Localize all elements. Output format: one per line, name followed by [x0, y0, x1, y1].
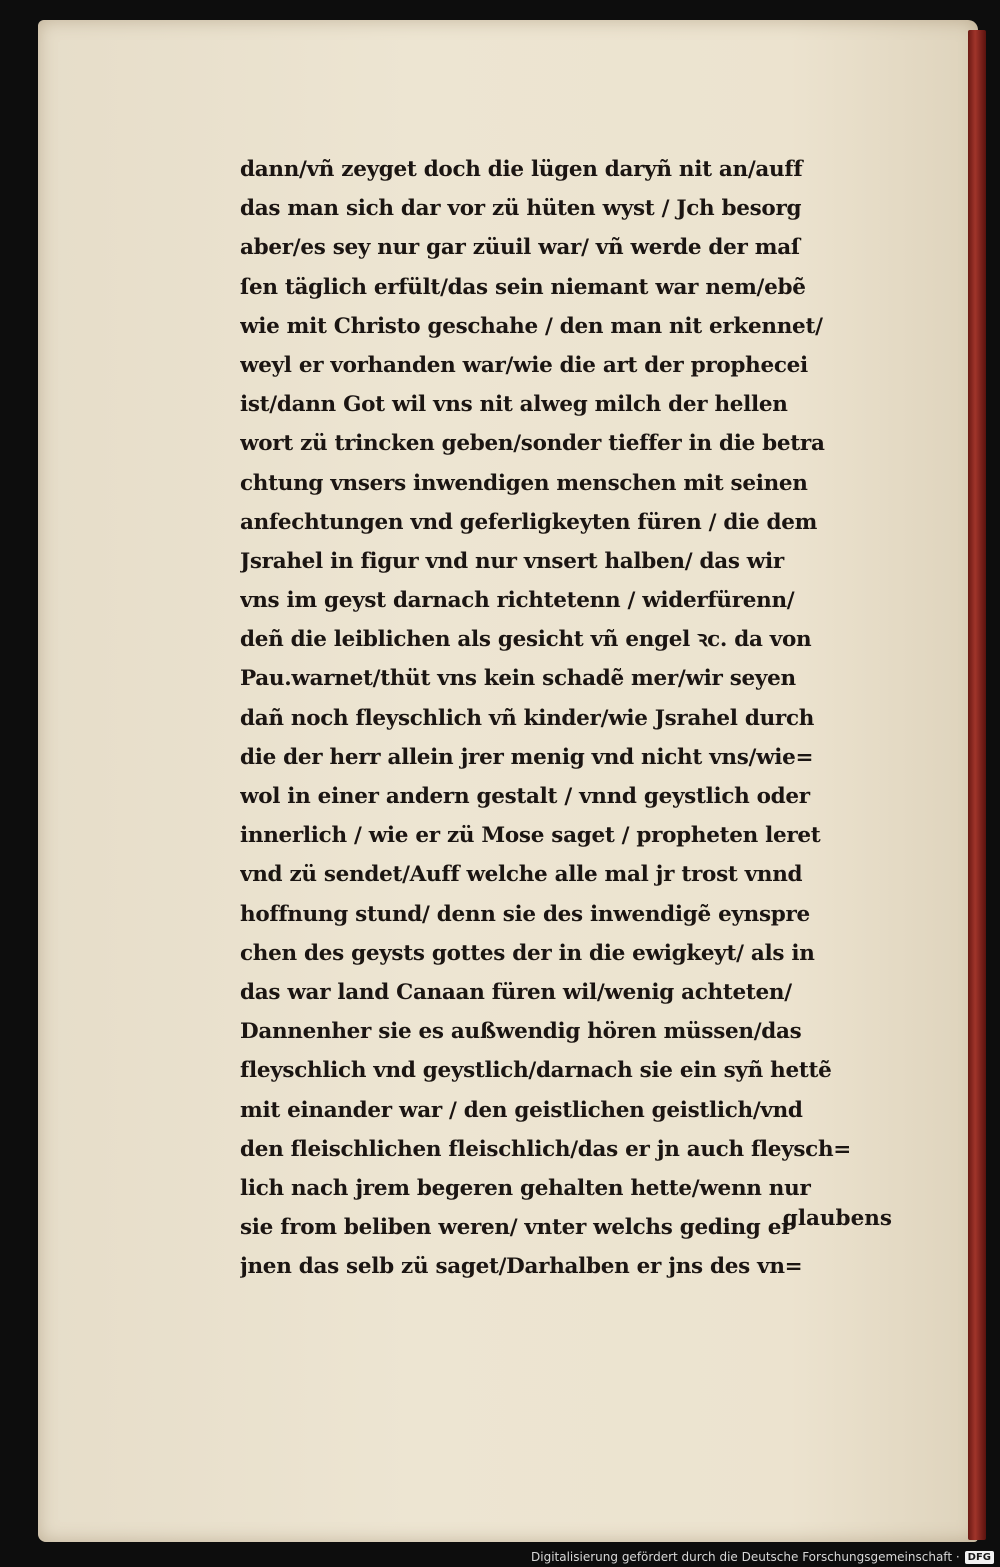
- dfg-logo-icon: DFG: [965, 1551, 994, 1564]
- text-line: das war land Canaan füren wil/wenig achteten/: [240, 979, 792, 1005]
- funding-credit: Digitalisierung gefördert durch die Deutsche Forschungsgemeinschaft ·: [531, 1550, 960, 1564]
- text-line: [240, 1286, 920, 1325]
- text-line: Jsrahel in figur vnd nur vnsert halben/ das wir: [240, 548, 784, 574]
- text-line: anfechtungen vnd geferligkeyten füren / die dem: [240, 509, 818, 535]
- page-text-block: [240, 150, 920, 1326]
- text-line: dañ noch fleyschlich vñ kinder/wie Jsrahel durch: [240, 705, 815, 731]
- text-line: sie from beliben weren/ vnter welchs geding er: [240, 1215, 793, 1241]
- text-line: vnd zü sendet/Auff welche alle mal jr trost vnnd: [240, 862, 803, 888]
- text-line: wie mit Christo geschahe / den man nit erkennet/: [240, 313, 823, 339]
- text-line: dann/vñ zeyget doch die lügen daryñ nit an/auff: [240, 157, 803, 182]
- text-line: chtung vnsers inwendigen menschen mit seinen: [240, 470, 808, 496]
- text-line: chen des geysts gottes der in die ewigkeyt/ als in: [240, 940, 815, 966]
- text-line: lich nach jrem begeren gehalten hette/wenn nur: [240, 1175, 811, 1201]
- text-line: ſen täglich erfült/das sein niemant war nem/ebẽ: [240, 274, 806, 300]
- digitization-footer: [531, 1550, 994, 1564]
- text-line: wol in einer andern gestalt / vnnd geystlich oder: [240, 784, 810, 809]
- text-line: mit einander war / den geistlichen geistlich/vnd: [240, 1097, 803, 1123]
- text-line: deñ die leiblichen als gesicht vñ engel ꝛc. da von: [240, 627, 812, 653]
- text-line: weyl er vorhanden war/wie die art der prophecei: [240, 352, 808, 378]
- text-line: Pau.warnet/thüt vns kein schadẽ mer/wir seyen: [240, 666, 796, 692]
- text-line: Dannenher sie es außwendig hören müssen/das: [240, 1019, 802, 1045]
- text-line: ist/dann Got wil vns nit alweg milch der hellen: [240, 392, 788, 418]
- text-line: den fleischlichen fleischlich/das er jn auch fleysch=: [240, 1136, 852, 1162]
- text-line: aber/es sey nur gar züuil war/ vñ werde der maſ: [240, 235, 800, 261]
- text-line: fleyschlich vnd geystlich/darnach sie ein syñ hettẽ: [240, 1058, 832, 1084]
- text-line: hoffnung stund/ denn sie des inwendigẽ eynspre: [240, 901, 810, 927]
- catchword: glaubens: [782, 1206, 892, 1231]
- text-line: vns im geyst darnach richtetenn / widerfürenn/: [240, 588, 795, 614]
- text-line: jnen das selb zü saget/Darhalben er jns des vn=: [240, 1254, 803, 1280]
- text-line: wort zü trincken geben/sonder tieffer in die betra: [240, 431, 825, 457]
- text-line: innerlich / wie er zü Mose saget / propheten leret: [240, 823, 821, 849]
- page-edge-binding: [968, 30, 986, 1540]
- text-line: die der herr allein jrer menig vnd nicht vns/wie=: [240, 744, 814, 770]
- text-line: das man sich dar vor zü hüten wyst / Jch besorg: [240, 196, 802, 222]
